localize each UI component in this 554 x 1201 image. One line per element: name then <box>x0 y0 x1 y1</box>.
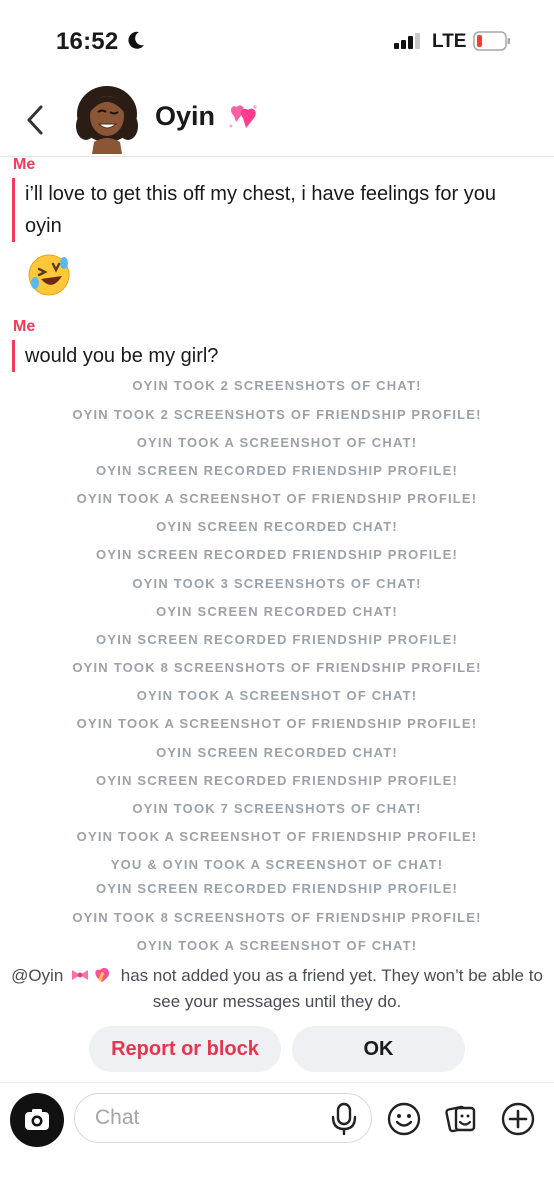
status-time: 16:52 <box>56 28 119 55</box>
system-event: OYIN SCREEN RECORDED CHAT! <box>156 519 398 534</box>
system-event: OYIN SCREEN RECORDED FRIENDSHIP PROFILE! <box>96 547 458 562</box>
camera-icon <box>10 1093 64 1147</box>
chat-placeholder: Chat <box>95 1106 140 1129</box>
system-event: OYIN SCREEN RECORDED FRIENDSHIP PROFILE! <box>96 881 458 896</box>
system-event: OYIN SCREEN RECORDED CHAT! <box>156 604 398 619</box>
sender-label: Me <box>13 318 36 335</box>
network-label: LTE <box>432 31 467 52</box>
contact-name[interactable]: Oyin <box>155 101 216 131</box>
chat-header <box>0 82 554 157</box>
mention-link[interactable]: @Oyin <box>11 966 64 985</box>
composer-bar <box>0 1082 554 1201</box>
message-text[interactable]: i’ll love to get this off my chest, i have feelings for you oyin <box>12 178 525 242</box>
ok-button[interactable]: OK <box>292 1026 465 1072</box>
laughing-emoji[interactable] <box>26 252 72 298</box>
system-event: OYIN TOOK 8 SCREENSHOTS OF FRIENDSHIP PROFILE! <box>72 910 482 925</box>
smiley-icon[interactable] <box>386 1101 422 1137</box>
system-event: OYIN TOOK A SCREENSHOT OF FRIENDSHIP PROFILE! <box>76 491 478 506</box>
system-event: OYIN SCREEN RECORDED FRIENDSHIP PROFILE! <box>96 463 458 478</box>
system-event: OYIN TOOK A SCREENSHOT OF FRIENDSHIP PROFILE! <box>76 716 478 731</box>
system-event: OYIN SCREEN RECORDED FRIENDSHIP PROFILE! <box>96 632 458 647</box>
system-event: OYIN TOOK 2 SCREENSHOTS OF FRIENDSHIP PROFILE! <box>72 407 482 422</box>
battery-icon <box>473 31 511 51</box>
sticker-icon[interactable] <box>443 1101 479 1137</box>
system-event: OYIN TOOK A SCREENSHOT OF CHAT! <box>136 688 418 703</box>
system-event: OYIN TOOK A SCREENSHOT OF CHAT! <box>136 938 418 953</box>
status-bar <box>0 0 554 80</box>
system-event: OYIN TOOK A SCREENSHOT OF FRIENDSHIP PROFILE! <box>76 829 478 844</box>
notice-text: see your messages until they do. <box>152 992 402 1011</box>
system-event: OYIN SCREEN RECORDED FRIENDSHIP PROFILE! <box>96 773 458 788</box>
back-icon[interactable] <box>22 102 50 138</box>
plus-icon[interactable] <box>500 1101 536 1137</box>
mic-icon[interactable] <box>330 1102 358 1136</box>
sender-label: Me <box>13 156 36 173</box>
moon-icon <box>126 30 146 50</box>
notice-text: has not added you as a friend yet. They won’t be able to <box>120 966 543 985</box>
system-event: OYIN TOOK 2 SCREENSHOTS OF CHAT! <box>132 378 422 393</box>
report-or-block-button[interactable]: Report or block <box>89 1026 281 1072</box>
chat-input[interactable] <box>74 1093 372 1143</box>
system-event: OYIN TOOK 7 SCREENSHOTS OF CHAT! <box>132 801 422 816</box>
system-event: OYIN TOOK 3 SCREENSHOTS OF CHAT! <box>132 576 422 591</box>
system-event: OYIN TOOK 8 SCREENSHOTS OF FRIENDSHIP PROFILE! <box>72 660 482 675</box>
heart-emoji <box>226 102 260 132</box>
camera-button[interactable] <box>10 1093 64 1147</box>
avatar[interactable] <box>72 82 142 154</box>
signal-icon <box>394 33 422 49</box>
bow-heart-emoji <box>70 966 114 984</box>
system-event: YOU & OYIN TOOK A SCREENSHOT OF CHAT! <box>110 857 444 872</box>
message-text[interactable]: would you be my girl? <box>12 340 218 372</box>
friend-notice <box>0 963 554 1015</box>
system-event: OYIN SCREEN RECORDED CHAT! <box>156 745 398 760</box>
system-event: OYIN TOOK A SCREENSHOT OF CHAT! <box>136 435 418 450</box>
